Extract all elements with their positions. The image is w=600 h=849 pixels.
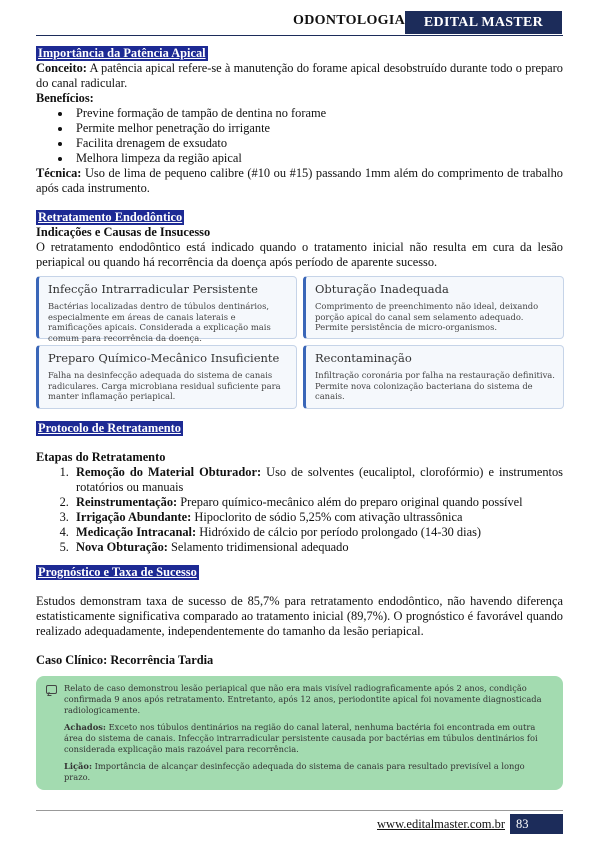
step-text: Hidróxido de cálcio por período prolongado (14-30 dias) (196, 525, 482, 539)
list-item: • Melhora limpeza da região apical (72, 151, 563, 166)
cause-card (303, 276, 564, 339)
header-subject: ODONTOLOGIA (293, 13, 405, 28)
causes-cards (36, 276, 563, 409)
step-text: Hipoclorito de sódio 5,25% com ativação ultrassônica (191, 510, 463, 524)
steps-title: Etapas do Retratamento (36, 450, 166, 464)
card-body: Comprimento de preenchimento não ideal, deixando porção apical do canal sem selamento adequado. Permite persistência de micro-organismos. (315, 301, 539, 332)
list-item (72, 495, 563, 510)
card-title: Preparo Químico-Mecânico Insuficiente (48, 351, 280, 365)
concept-label: Conceito: (36, 61, 87, 75)
step-label: Medicação Intracanal: (76, 525, 197, 539)
page-number: 83 (510, 814, 563, 834)
header-brand: EDITAL MASTER (405, 11, 562, 34)
case-title: Caso Clínico: Recorrência Tardia (36, 653, 214, 667)
footer-url-link[interactable]: www.editalmaster.com.br (377, 817, 505, 831)
step-text: Preparo químico-mecânico além do preparo original quando possível (177, 495, 523, 509)
step-label: Nova Obturação: (76, 540, 168, 554)
card-title: Obturação Inadequada (315, 282, 449, 296)
cause-card (36, 345, 297, 409)
list-item: • Previne formação de tampão de dentina no forame (72, 106, 563, 121)
findings-text: Exceto nos túbulos dentinários na região do canal lateral, nenhuma bactéria foi encontrada em outra área do sistema de canais. Infecção intrarradicular persistente causada por bactérias em túbulos dentinários foi considerada explicação mais razoável para recorrência. (64, 722, 538, 754)
concept-text: A patência apical refere-se à manutenção do forame apical desobstruído durante todo o preparo do canal radicular. (36, 61, 563, 90)
header-divider (36, 35, 563, 36)
case-intro: Relato de caso demonstrou lesão periapical que não era mais visível radiograficamente após 2 anos, condição confirmada 9 anos após retratamento. Entretanto, após 12 anos, periodontite apical foi novamente diagnosticada radiologicamente. (64, 683, 542, 715)
page-content (36, 46, 563, 790)
list-item (72, 525, 563, 540)
list-item (72, 510, 563, 525)
benefits-label: Benefícios: (36, 91, 94, 105)
cause-card (303, 345, 564, 409)
step-label: Reinstrumentação: (76, 495, 178, 509)
list-item: • Facilita drenagem de exsudato (72, 136, 563, 151)
list-item (72, 540, 563, 555)
case-findings (64, 722, 553, 755)
step-label: Remoção do Material Obturador: (76, 465, 262, 479)
list-item: • Permite melhor penetração do irrigante (72, 121, 563, 136)
section-title-protocolo: Protocolo de Retratamento (38, 421, 181, 435)
retratamento-intro: O retratamento endodôntico está indicado quando o tratamento inicial não resulta em cura da lesão periapical ou quando há recorrência da doença após período de aparente sucesso. (36, 240, 563, 269)
subtitle-indicacoes: Indicações e Causas de Insucesso (36, 225, 211, 239)
comment-icon (46, 685, 57, 694)
prognostico-text: Estudos demonstram taxa de sucesso de 85,7% para retratamento endodôntico, não havendo diferença estatisticamente significativa comparado ao tratamento inicial (89,7%). O prognóstico é favorável quando realizado adequadamente, independentemente do tamanho da lesão periapical. (36, 594, 563, 638)
case-box (36, 676, 563, 790)
step-text: Selamento tridimensional adequado (167, 540, 349, 554)
card-title: Recontaminação (315, 351, 412, 365)
case-lesson (64, 761, 553, 783)
card-body: Bactérias localizadas dentro de túbulos dentinários, especialmente em áreas de canais laterais e ramificações apicais. Considerada a explicação mais comum para recorrência da doença. (48, 301, 271, 343)
technique-label: Técnica: (36, 166, 82, 180)
step-text: Uso de solventes (eucaliptol, clorofórmio) e instrumentos rotatórios ou manuais (76, 465, 563, 494)
lesson-label: Lição: (64, 761, 93, 771)
card-title: Infecção Intrarradicular Persistente (48, 282, 258, 296)
page-header (0, 11, 600, 34)
section-title-patencia: Importância da Patência Apical (38, 46, 206, 60)
footer-divider (36, 810, 563, 811)
cause-card (36, 276, 297, 343)
benefits-list (36, 106, 563, 166)
technique-text: Uso de lima de pequeno calibre (#10 ou #15) passando 1mm além do comprimento de trabalho após cada instrumento. (36, 166, 563, 195)
list-item (72, 465, 563, 495)
steps-list (36, 465, 563, 555)
card-body: Falha na desinfecção adequada do sistema de canais radiculares. Carga microbiana residual suficiente para manter inflamação periapical. (48, 370, 281, 401)
lesson-text: Importância de alcançar desinfecção adequada do sistema de canais para resultado previsível a longo prazo. (64, 761, 525, 782)
card-body: Infiltração coronária por falha na restauração definitiva. Permite nova colonização bacteriana do sistema de canais. (315, 370, 555, 401)
section-title-prognostico: Prognóstico e Taxa de Sucesso (38, 565, 197, 579)
concept-paragraph (36, 61, 563, 91)
step-label: Irrigação Abundante: (76, 510, 192, 524)
findings-label: Achados: (64, 722, 106, 732)
section-title-retratamento: Retratamento Endodôntico (38, 210, 183, 224)
technique-paragraph (36, 166, 563, 196)
